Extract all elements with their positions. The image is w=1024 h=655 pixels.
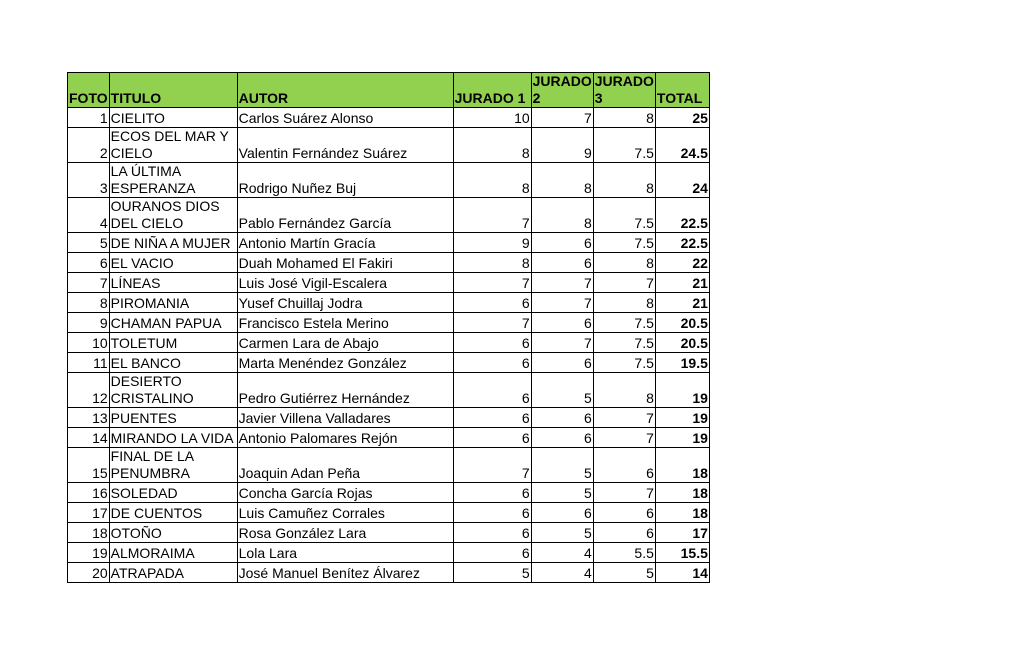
cell-jurado-2: 7 <box>531 108 593 128</box>
cell-jurado-1: 5 <box>453 563 531 583</box>
cell-autor: Lola Lara <box>237 543 453 563</box>
cell-total: 21 <box>655 293 709 313</box>
cell-titulo: DESIERTO CRISTALINO <box>109 373 237 408</box>
cell-titulo: LÍNEAS <box>109 273 237 293</box>
cell-titulo: ECOS DEL MAR Y CIELO <box>109 128 237 163</box>
cell-foto: 9 <box>68 313 110 333</box>
cell-total: 17 <box>655 523 709 543</box>
cell-foto: 8 <box>68 293 110 313</box>
cell-jurado-1: 7 <box>453 448 531 483</box>
cell-jurado-3: 8 <box>593 163 655 198</box>
header-jurado-2: JURADO 2 <box>532 73 592 106</box>
cell-jurado-1: 6 <box>453 293 531 313</box>
cell-jurado-1: 6 <box>453 353 531 373</box>
cell-jurado-3: 8 <box>593 373 655 408</box>
cell-titulo: PUENTES <box>109 408 237 428</box>
cell-titulo: PIROMANIA <box>109 293 237 313</box>
cell-jurado-2: 7 <box>531 273 593 293</box>
cell-total: 19 <box>655 428 709 448</box>
cell-total: 14 <box>655 563 709 583</box>
cell-total: 18 <box>655 448 709 483</box>
cell-jurado-3: 7.5 <box>593 198 655 233</box>
cell-jurado-2: 6 <box>531 503 593 523</box>
cell-jurado-2: 6 <box>531 253 593 273</box>
cell-total: 19 <box>655 408 709 428</box>
cell-foto: 6 <box>68 253 110 273</box>
table-row <box>68 333 710 353</box>
cell-autor: Rodrigo Nuñez Buj <box>237 163 453 198</box>
table-row <box>68 293 710 313</box>
cell-foto: 19 <box>68 543 110 563</box>
table-row <box>68 198 710 233</box>
cell-jurado-3: 8 <box>593 108 655 128</box>
cell-jurado-2: 7 <box>531 293 593 313</box>
cell-total: 18 <box>655 503 709 523</box>
cell-titulo: OTOÑO <box>109 523 237 543</box>
table-row <box>68 108 710 128</box>
cell-jurado-3: 8 <box>593 253 655 273</box>
table-row <box>68 483 710 503</box>
cell-jurado-1: 6 <box>453 373 531 408</box>
cell-jurado-2: 9 <box>531 128 593 163</box>
cell-titulo: DE NIÑA A MUJER <box>109 233 237 253</box>
cell-jurado-1: 8 <box>453 128 531 163</box>
header-autor: AUTOR <box>237 73 453 108</box>
cell-jurado-3: 7.5 <box>593 333 655 353</box>
table-row <box>68 563 710 583</box>
cell-autor: Carlos Suárez Alonso <box>237 108 453 128</box>
cell-foto: 1 <box>68 108 110 128</box>
cell-autor: Carmen Lara de Abajo <box>237 333 453 353</box>
cell-autor: Valentin Fernández Suárez <box>237 128 453 163</box>
cell-jurado-2: 4 <box>531 563 593 583</box>
cell-autor: Rosa González Lara <box>237 523 453 543</box>
table-row <box>68 273 710 293</box>
cell-jurado-1: 6 <box>453 333 531 353</box>
cell-autor: Concha García Rojas <box>237 483 453 503</box>
cell-autor: Marta Menéndez González <box>237 353 453 373</box>
cell-jurado-1: 8 <box>453 163 531 198</box>
cell-foto: 20 <box>68 563 110 583</box>
cell-jurado-3: 7 <box>593 428 655 448</box>
cell-jurado-2: 5 <box>531 523 593 543</box>
cell-jurado-2: 5 <box>531 373 593 408</box>
cell-titulo: CIELITO <box>109 108 237 128</box>
cell-total: 24 <box>655 163 709 198</box>
table-row <box>68 428 710 448</box>
cell-total: 15.5 <box>655 543 709 563</box>
cell-foto: 12 <box>68 373 110 408</box>
cell-jurado-1: 6 <box>453 503 531 523</box>
cell-titulo: OURANOS DIOS DEL CIELO <box>109 198 237 233</box>
cell-total: 25 <box>655 108 709 128</box>
cell-total: 20.5 <box>655 313 709 333</box>
cell-autor: Duah Mohamed El Fakiri <box>237 253 453 273</box>
cell-jurado-2: 6 <box>531 408 593 428</box>
table-body <box>68 108 710 583</box>
cell-autor: Antonio Martín Gracía <box>237 233 453 253</box>
table-row <box>68 503 710 523</box>
cell-titulo: MIRANDO LA VIDA <box>109 428 237 448</box>
cell-jurado-3: 7.5 <box>593 233 655 253</box>
cell-foto: 2 <box>68 128 110 163</box>
cell-total: 22.5 <box>655 233 709 253</box>
header-titulo: TITULO <box>109 73 237 108</box>
cell-total: 21 <box>655 273 709 293</box>
cell-jurado-2: 6 <box>531 313 593 333</box>
cell-jurado-1: 7 <box>453 198 531 233</box>
table-row <box>68 353 710 373</box>
table-row <box>68 408 710 428</box>
header-jurado-3: JURADO 3 <box>594 73 654 106</box>
cell-jurado-1: 6 <box>453 523 531 543</box>
table-row <box>68 313 710 333</box>
cell-jurado-3: 7.5 <box>593 313 655 333</box>
cell-jurado-2: 5 <box>531 483 593 503</box>
cell-jurado-1: 6 <box>453 408 531 428</box>
cell-autor: Yusef Chuillaj Jodra <box>237 293 453 313</box>
cell-autor: Antonio Palomares Rejón <box>237 428 453 448</box>
cell-jurado-3: 7 <box>593 408 655 428</box>
cell-jurado-3: 7 <box>593 273 655 293</box>
table-row <box>68 253 710 273</box>
cell-total: 18 <box>655 483 709 503</box>
cell-jurado-3: 7.5 <box>593 128 655 163</box>
table-row <box>68 448 710 483</box>
table-row <box>68 373 710 408</box>
cell-jurado-1: 6 <box>453 543 531 563</box>
cell-total: 22.5 <box>655 198 709 233</box>
cell-jurado-2: 8 <box>531 163 593 198</box>
cell-autor: Francisco Estela Merino <box>237 313 453 333</box>
cell-titulo: EL BANCO <box>109 353 237 373</box>
cell-foto: 16 <box>68 483 110 503</box>
table-row <box>68 523 710 543</box>
cell-jurado-3: 8 <box>593 293 655 313</box>
header-row <box>68 73 710 108</box>
cell-foto: 4 <box>68 198 110 233</box>
cell-total: 20.5 <box>655 333 709 353</box>
cell-foto: 14 <box>68 428 110 448</box>
cell-total: 19.5 <box>655 353 709 373</box>
cell-jurado-1: 7 <box>453 273 531 293</box>
cell-titulo: TOLETUM <box>109 333 237 353</box>
cell-autor: Luis José Vigil-Escalera <box>237 273 453 293</box>
cell-jurado-2: 8 <box>531 198 593 233</box>
cell-titulo: ALMORAIMA <box>109 543 237 563</box>
cell-jurado-3: 5 <box>593 563 655 583</box>
cell-jurado-1: 6 <box>453 483 531 503</box>
cell-foto: 10 <box>68 333 110 353</box>
cell-jurado-1: 9 <box>453 233 531 253</box>
cell-jurado-3: 6 <box>593 503 655 523</box>
header-total: TOTAL <box>655 73 709 108</box>
table-row <box>68 128 710 163</box>
table-row <box>68 543 710 563</box>
cell-jurado-2: 6 <box>531 353 593 373</box>
cell-titulo: ATRAPADA <box>109 563 237 583</box>
cell-autor: José Manuel Benítez Álvarez <box>237 563 453 583</box>
cell-jurado-1: 8 <box>453 253 531 273</box>
header-foto: FOTO <box>68 73 110 108</box>
cell-autor: Pedro Gutiérrez Hernández <box>237 373 453 408</box>
cell-jurado-3: 7 <box>593 483 655 503</box>
cell-titulo: DE CUENTOS <box>109 503 237 523</box>
table-row <box>68 163 710 198</box>
cell-foto: 5 <box>68 233 110 253</box>
cell-autor: Luis Camuñez Corrales <box>237 503 453 523</box>
cell-autor: Joaquin Adan Peña <box>237 448 453 483</box>
cell-jurado-3: 7.5 <box>593 353 655 373</box>
cell-foto: 7 <box>68 273 110 293</box>
cell-autor: Javier Villena Valladares <box>237 408 453 428</box>
table-row <box>68 233 710 253</box>
cell-jurado-2: 6 <box>531 233 593 253</box>
cell-jurado-2: 5 <box>531 448 593 483</box>
cell-jurado-1: 10 <box>453 108 531 128</box>
cell-foto: 18 <box>68 523 110 543</box>
cell-jurado-2: 4 <box>531 543 593 563</box>
cell-total: 19 <box>655 373 709 408</box>
header-jurado-1: JURADO 1 <box>453 73 531 108</box>
cell-jurado-3: 6 <box>593 448 655 483</box>
cell-foto: 15 <box>68 448 110 483</box>
cell-jurado-3: 6 <box>593 523 655 543</box>
cell-total: 22 <box>655 253 709 273</box>
cell-foto: 11 <box>68 353 110 373</box>
cell-titulo: CHAMAN PAPUA <box>109 313 237 333</box>
cell-autor: Pablo Fernández García <box>237 198 453 233</box>
cell-foto: 17 <box>68 503 110 523</box>
cell-titulo: EL VACIO <box>109 253 237 273</box>
cell-jurado-3: 5.5 <box>593 543 655 563</box>
cell-titulo: LA ÚLTIMA ESPERANZA <box>109 163 237 198</box>
cell-titulo: FINAL DE LA PENUMBRA <box>109 448 237 483</box>
cell-jurado-2: 6 <box>531 428 593 448</box>
results-table <box>67 72 710 583</box>
cell-jurado-2: 7 <box>531 333 593 353</box>
cell-total: 24.5 <box>655 128 709 163</box>
cell-foto: 13 <box>68 408 110 428</box>
cell-jurado-1: 6 <box>453 428 531 448</box>
cell-jurado-1: 7 <box>453 313 531 333</box>
cell-foto: 3 <box>68 163 110 198</box>
cell-titulo: SOLEDAD <box>109 483 237 503</box>
